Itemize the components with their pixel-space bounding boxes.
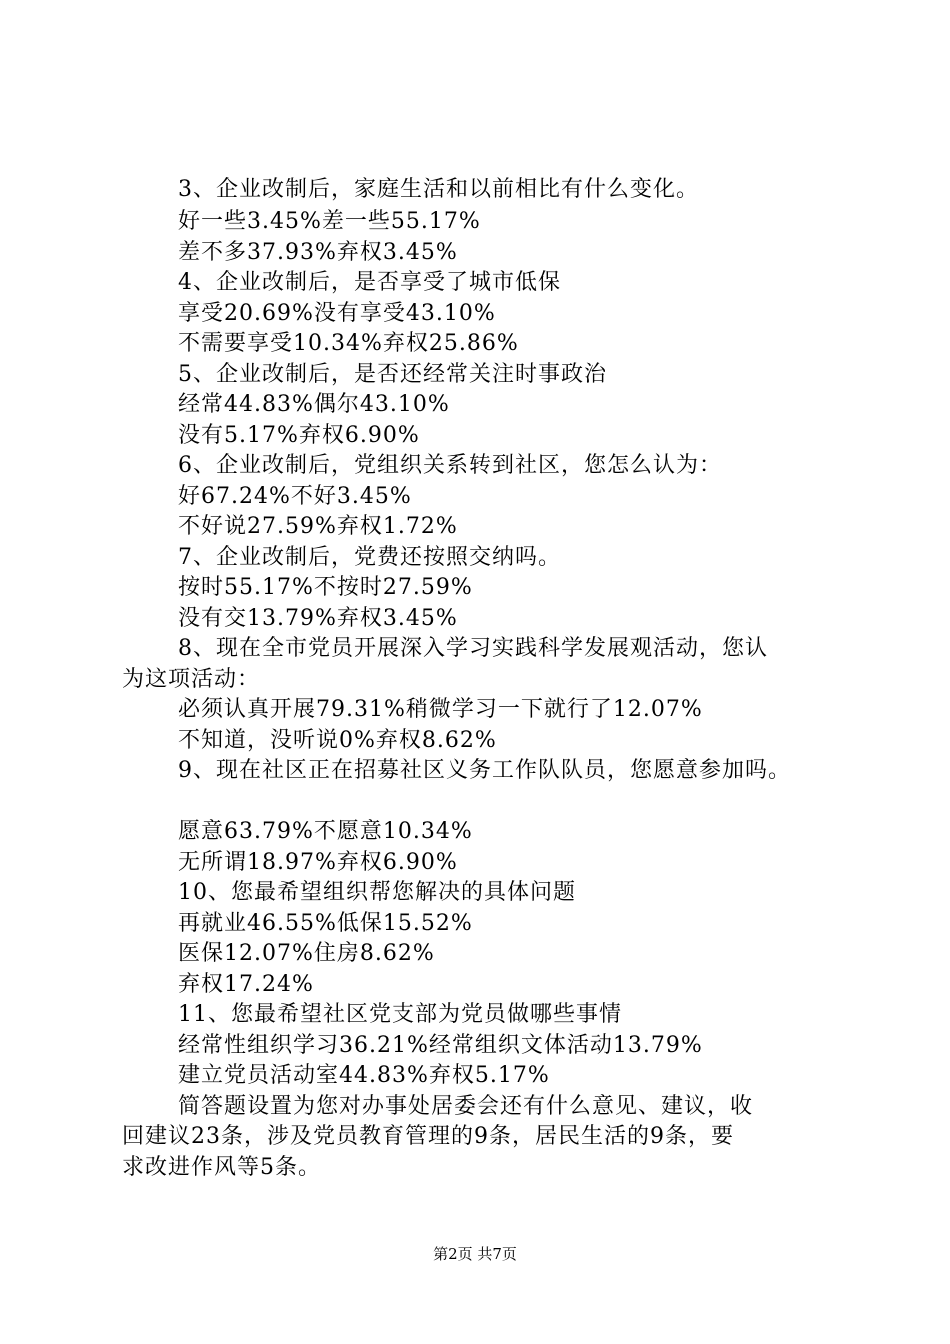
answer-line: 没有5.17%弃权6.90% [178,423,420,448]
summary-paragraph-continued: 回建议23条，涉及党员教育管理的9条，居民生活的9条，要 [122,1124,734,1149]
question-7: 7、企业改制后，党费还按照交纳吗。 [178,545,561,570]
answer-line: 不需要享受10.34%弃权25.86% [178,331,519,356]
answer-line: 没有交13.79%弃权3.45% [178,606,458,631]
answer-line: 再就业46.55%低保15.52% [178,911,473,936]
answer-line: 按时55.17%不按时27.59% [178,575,473,600]
answer-line: 必须认真开展79.31%稍微学习一下就行了12.07% [178,697,703,722]
page-number-footer: 第2页 共7页 [433,1245,517,1263]
summary-paragraph-end: 求改进作风等5条。 [122,1155,321,1180]
answer-line: 好一些3.45%差一些55.17% [178,209,481,234]
answer-line: 好67.24%不好3.45% [178,484,412,509]
answer-line: 享受20.69%没有享受43.10% [178,301,496,326]
question-6: 6、企业改制后，党组织关系转到社区，您怎么认为： [178,453,722,478]
summary-paragraph: 简答题设置为您对办事处居委会还有什么意见、建议，收 [178,1094,754,1119]
answer-line: 弃权17.24% [178,972,314,997]
answer-line: 差不多37.93%弃权3.45% [178,240,458,265]
question-8: 8、现在全市党员开展深入学习实践科学发展观活动，您认 [178,636,768,661]
answer-line: 医保12.07%住房8.62% [178,941,435,966]
question-5: 5、企业改制后，是否还经常关注时事政治 [178,362,607,387]
question-4: 4、企业改制后，是否享受了城市低保 [178,270,561,295]
question-11: 11、您最希望社区党支部为党员做哪些事情 [178,1002,622,1027]
question-9: 9、现在社区正在招募社区义务工作队队员，您愿意参加吗。 [178,758,791,783]
answer-line: 经常44.83%偶尔43.10% [178,392,450,417]
question-3: 3、企业改制后，家庭生活和以前相比有什么变化。 [178,177,699,202]
answer-line: 不好说27.59%弃权1.72% [178,514,458,539]
answer-line: 无所谓18.97%弃权6.90% [178,850,458,875]
answer-line: 愿意63.79%不愿意10.34% [178,819,473,844]
answer-line: 建立党员活动室44.83%弃权5.17% [178,1063,550,1088]
question-8-continued: 为这项活动： [122,667,261,692]
question-10: 10、您最希望组织帮您解决的具体问题 [178,880,576,905]
answer-line: 经常性组织学习36.21%经常组织文体活动13.79% [178,1033,703,1058]
answer-line: 不知道，没听说0%弃权8.62% [178,728,497,753]
